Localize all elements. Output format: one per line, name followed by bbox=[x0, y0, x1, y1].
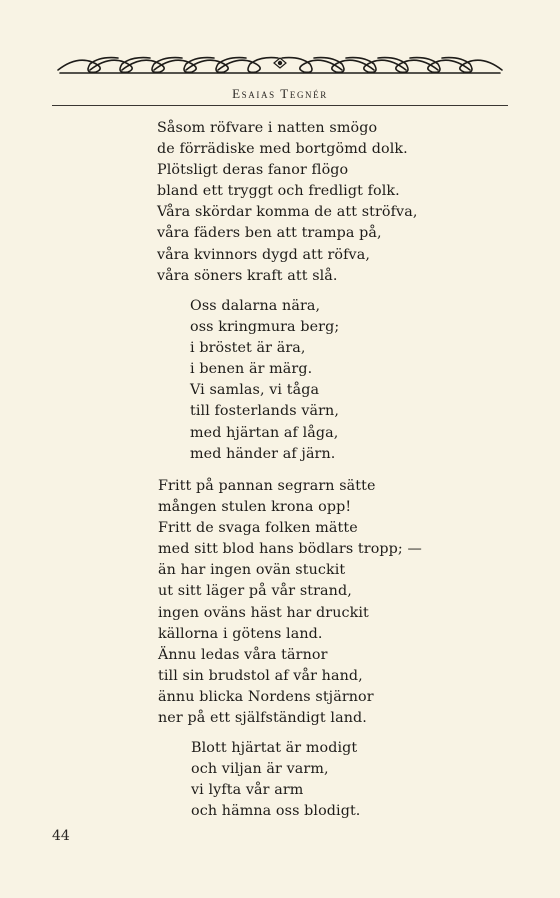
poem-line: Oss dalarna nära, bbox=[190, 298, 321, 314]
poem-line: bland ett tryggt och fredligt folk. bbox=[157, 183, 400, 200]
poem-line: Våra skördar komma de att ströfva, bbox=[157, 204, 418, 221]
poem-line: de förrädiske med bortgömd dolk. bbox=[157, 141, 408, 158]
poem-line: källorna i götens land. bbox=[158, 625, 323, 642]
poem-stanza-3 bbox=[158, 476, 422, 729]
poem-line: våra söners kraft att slå. bbox=[157, 267, 338, 284]
poem-line: med hjärtan af låga, bbox=[190, 424, 339, 441]
page-number: 44 bbox=[52, 828, 70, 844]
poem-line: ner på ett själfständigt land. bbox=[158, 710, 367, 727]
poem-line: med händer af järn. bbox=[190, 445, 336, 462]
poem-line: Blott hjärtat är modigt bbox=[191, 740, 358, 756]
poem-line: vi lyfta vår arm bbox=[191, 782, 304, 799]
poem-line: i benen är märg. bbox=[190, 361, 313, 378]
running-head-author: Esaias Tegnér bbox=[232, 86, 328, 101]
poem-line: Såsom röfvare i natten smögo bbox=[157, 120, 378, 136]
poem-stanza-1 bbox=[157, 118, 417, 287]
poem-line: mången stulen krona opp! bbox=[158, 499, 352, 516]
poem-line: Plötsligt deras fanor flögo bbox=[157, 162, 349, 179]
poem-line: i bröstet är ära, bbox=[190, 340, 306, 357]
header-rule bbox=[52, 105, 508, 106]
poem-line: våra kvinnors dygd att röfva, bbox=[157, 246, 370, 263]
poem-line: ingen oväns häst har druckit bbox=[158, 604, 369, 621]
poem-line: ännu blicka Nordens stjärnor bbox=[158, 688, 374, 705]
poem-line: Vi samlas, vi tåga bbox=[190, 382, 320, 399]
poem-stanza-2 bbox=[190, 296, 339, 465]
poem-line: Ännu ledas våra tärnor bbox=[158, 646, 328, 663]
poem-line: Fritt på pannan segrarn sätte bbox=[158, 478, 376, 494]
poem-line: till fosterlands värn, bbox=[190, 403, 340, 420]
poem-line: än har ingen ovän stuckit bbox=[158, 562, 346, 579]
poem-line: och hämna oss blodigt. bbox=[191, 803, 361, 820]
poem-stanza-4 bbox=[191, 738, 360, 822]
poem-line: till sin brudstol af vår hand, bbox=[158, 667, 363, 684]
poem-line: och viljan är varm, bbox=[191, 761, 329, 778]
poem-line: med sitt blod hans bödlars tropp; — bbox=[158, 541, 422, 558]
decorative-border-ornament-icon bbox=[56, 54, 504, 76]
poem-line: Fritt de svaga folken mätte bbox=[158, 520, 358, 537]
poem-line: våra fäders ben att trampa på, bbox=[157, 225, 382, 242]
poem-line: ut sitt läger på vår strand, bbox=[158, 583, 352, 600]
poem-line: oss kringmura berg; bbox=[190, 319, 340, 336]
